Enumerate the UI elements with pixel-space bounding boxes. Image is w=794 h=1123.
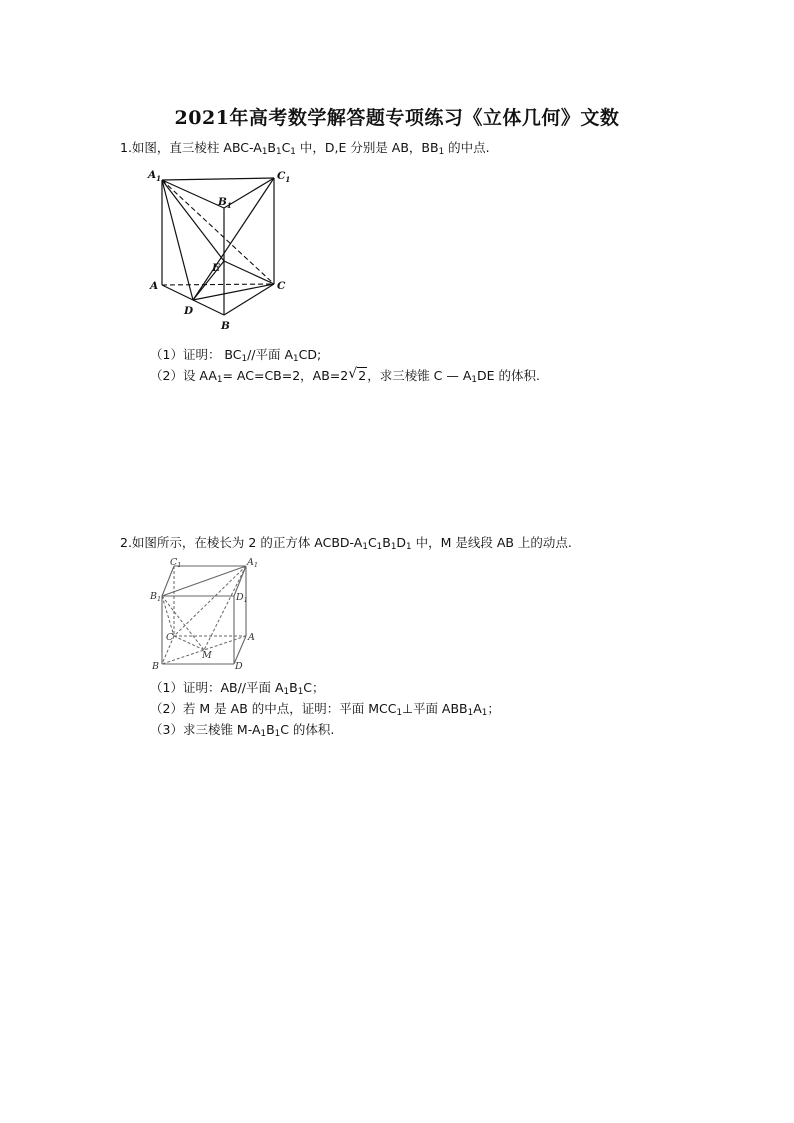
label-a1: $A_1$ [148, 169, 162, 183]
q1-stem: 1.如图，直三棱柱 ABC-$A_1B_1C_1$ 中，D,E 分别是 AB，$BB_1$ 的中点. [120, 140, 490, 158]
edge-a1-e [162, 180, 224, 261]
label-b: B [221, 320, 230, 332]
label-d: D [235, 661, 243, 672]
q2-cube-figure [148, 558, 268, 673]
edge-a1-c1 [162, 178, 274, 180]
sqrt-symbol: √ 2 [348, 366, 367, 383]
q1-prism-figure [140, 163, 300, 333]
page-title: 2021年高考数学解答题专项练习《立体几何》文数 [174, 107, 620, 129]
q2-part-2: （2）若 M 是 AB 的中点，证明：平面 $MCC_1\perp$平面 $ABB_1A_1$； [150, 701, 500, 719]
label-c1: $C_1$ [277, 170, 291, 184]
q1-part-2: （2）设 $AA_1= AC=CB=2$，AB=2 √ 2，求三棱锥 C — $A_1DE$ 的体积. [150, 366, 540, 386]
q2-stem: 2.如图所示，在棱长为 2 的正方体 ACBD-$A_1C_1B_1D_1$ 中，M 是线段 AB 上的动点. [120, 535, 572, 553]
label-c: C [277, 280, 286, 292]
label-d: D [184, 305, 194, 317]
label-b: B [152, 661, 159, 672]
hidden-edge-a-c [162, 284, 274, 285]
edge-d-a [234, 636, 246, 664]
edge-a1-b1-diag [162, 566, 246, 596]
edge-a1-d [162, 180, 193, 300]
label-a: A [248, 632, 255, 643]
label-b1: $B_1$ [218, 196, 232, 210]
hidden-edge-c-m [174, 636, 204, 650]
label-a1: $A_1$ [247, 557, 259, 569]
label-e: E [212, 262, 221, 274]
label-b1: $B_1$ [150, 591, 162, 603]
edge-c1-d [193, 178, 274, 300]
label-d1: $D_1$ [236, 592, 248, 604]
edge-c1-b1 [162, 566, 174, 596]
hidden-edge-b1-c [162, 596, 174, 636]
label-a: A [150, 280, 159, 292]
label-m: M [202, 650, 212, 661]
label-c1: $C_1$ [170, 557, 182, 569]
q2-part-3: （3）求三棱锥 $M-A_1B_1C$ 的体积. [150, 722, 335, 740]
q1-part-1: （1）证明： $BC_1//$平面 $A_1CD$; [150, 347, 322, 365]
edge-a1-b1 [162, 180, 224, 208]
q2-part-1: （1）证明：AB//平面 $A_1B_1C$； [150, 680, 325, 698]
label-c: C [166, 632, 174, 643]
edge-e-c [224, 261, 274, 284]
